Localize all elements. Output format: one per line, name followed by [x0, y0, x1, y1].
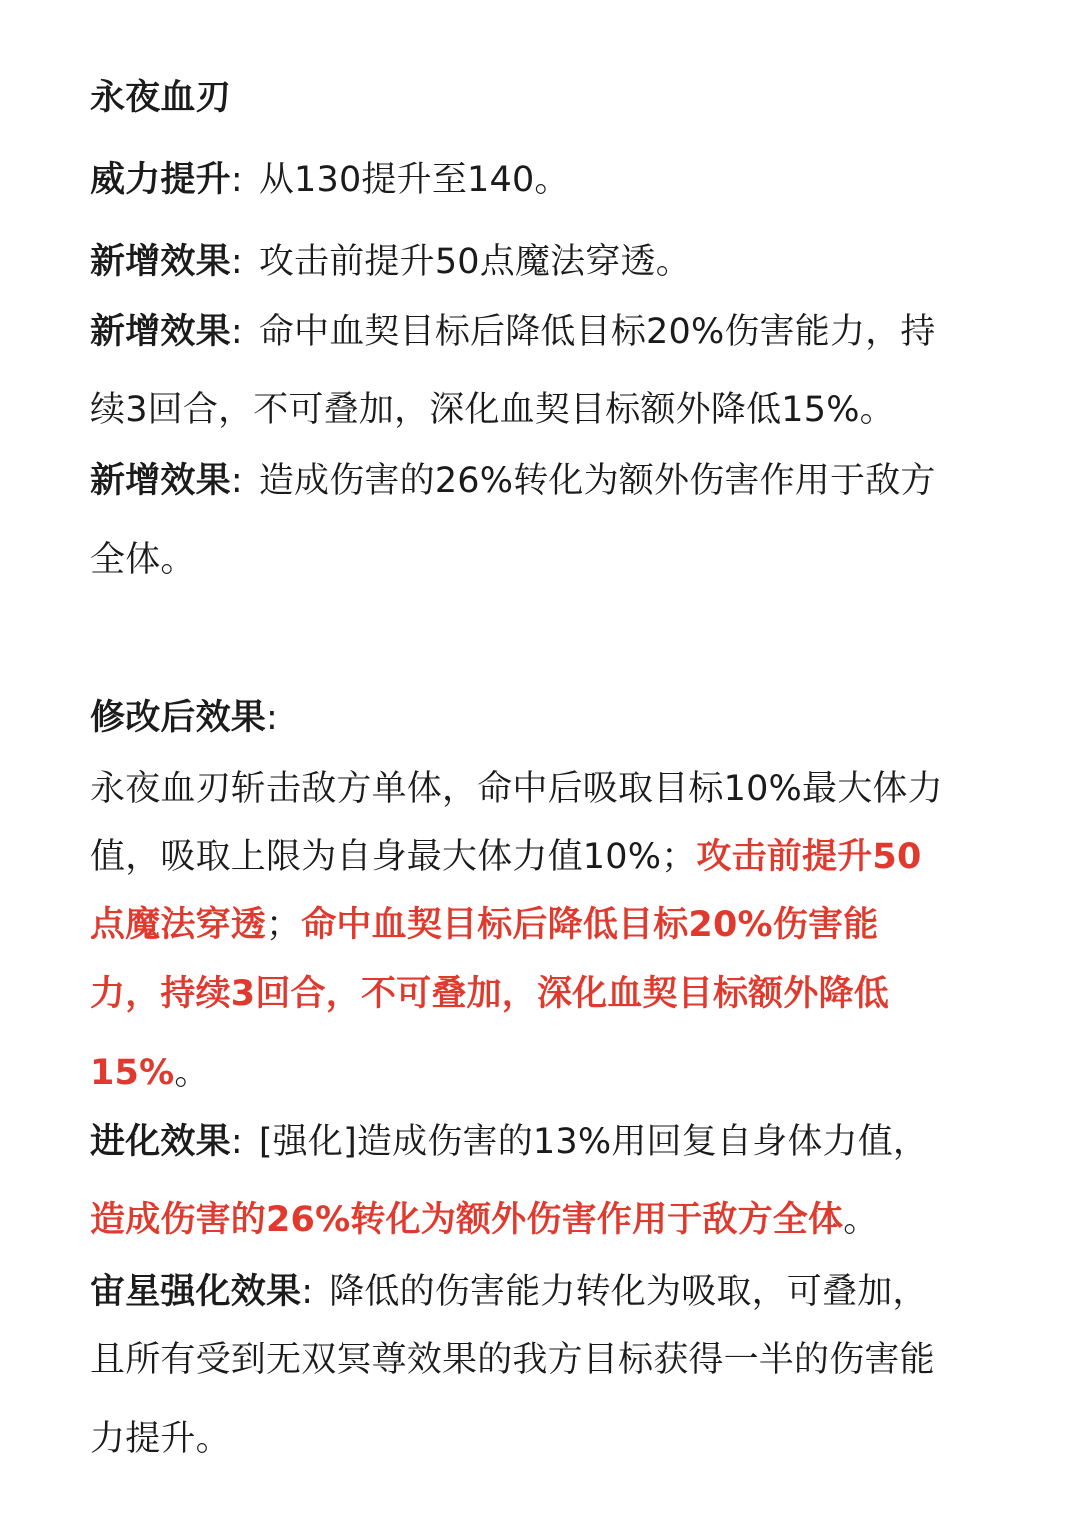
buff-line-power	[90, 158, 995, 202]
period-text: 。	[843, 1200, 879, 1240]
highlight-text: 造成伤害的26%转化为额外伤害作用于敌方全体	[90, 1200, 844, 1240]
evolution-label: 进化效果	[90, 1122, 231, 1162]
new-effect-text: 全体。	[90, 540, 196, 580]
new-effect-text: 造成伤害的26%转化为额外伤害作用于敌方	[258, 461, 936, 501]
evolution-colon: :	[230, 1122, 243, 1162]
star-line-2	[90, 1338, 995, 1382]
modified-label: 修改后效果	[90, 698, 267, 738]
new-effect-label: 新增效果	[90, 312, 231, 352]
new-effect-label: 新增效果	[90, 242, 231, 282]
buff-line-new-effect-3-cont	[90, 538, 995, 582]
new-effect-text: 攻击前提升50点魔法穿透。	[258, 242, 691, 282]
buff-line-new-effect-2	[90, 310, 995, 354]
modified-line-1	[90, 767, 995, 811]
evolution-line-2	[90, 1198, 995, 1242]
evolution-text: [强化]造成伤害的13%用回复自身体力值，	[258, 1122, 929, 1162]
modified-heading	[90, 696, 995, 740]
new-effect-text: 续3回合，不可叠加，深化血契目标额外降低15%。	[90, 390, 895, 430]
modified-text: 值，吸取上限为自身最大体力值10%；	[90, 837, 697, 877]
highlight-text: 攻击前提升50	[696, 837, 922, 877]
highlight-text: 15%	[90, 1053, 175, 1093]
page-title	[90, 76, 995, 120]
power-text: 从130提升至140。	[258, 160, 570, 200]
separator-text: ；	[266, 905, 302, 945]
new-effect-text: 命中血契目标后降低目标20%伤害能力，持	[258, 312, 936, 352]
new-effect-colon: :	[230, 461, 243, 501]
buff-line-new-effect-3	[90, 459, 995, 503]
star-text: 降低的伤害能力转化为吸取，可叠加，	[329, 1272, 928, 1312]
star-line-1	[90, 1270, 995, 1314]
period-text: 。	[174, 1053, 210, 1093]
modified-colon: :	[266, 698, 279, 738]
buff-line-new-effect-2-cont	[90, 388, 995, 432]
star-text: 力提升。	[90, 1419, 231, 1459]
modified-line-2	[90, 835, 995, 879]
new-effect-label: 新增效果	[90, 461, 231, 501]
star-line-3	[90, 1417, 995, 1461]
power-label: 威力提升	[90, 160, 231, 200]
title-text: 永夜血刃	[90, 78, 231, 118]
star-label: 宙星强化效果	[90, 1272, 302, 1312]
highlight-text: 命中血契目标后降低目标20%伤害能	[301, 905, 879, 945]
new-effect-colon: :	[230, 242, 243, 282]
highlight-text: 力，持续3回合，不可叠加，深化血契目标额外降低	[90, 974, 889, 1014]
star-text: 且所有受到无双冥尊效果的我方目标获得一半的伤害能	[90, 1340, 935, 1380]
new-effect-colon: :	[230, 312, 243, 352]
highlight-text: 点魔法穿透	[90, 905, 267, 945]
buff-line-new-effect-1	[90, 240, 995, 284]
power-colon: :	[230, 160, 243, 200]
modified-line-3	[90, 903, 995, 947]
modified-line-5	[90, 1051, 995, 1095]
modified-line-4	[90, 972, 995, 1016]
star-colon: :	[301, 1272, 314, 1312]
modified-text: 永夜血刃斩击敌方单体，命中后吸取目标10%最大体力	[90, 769, 943, 809]
evolution-line-1	[90, 1120, 995, 1164]
